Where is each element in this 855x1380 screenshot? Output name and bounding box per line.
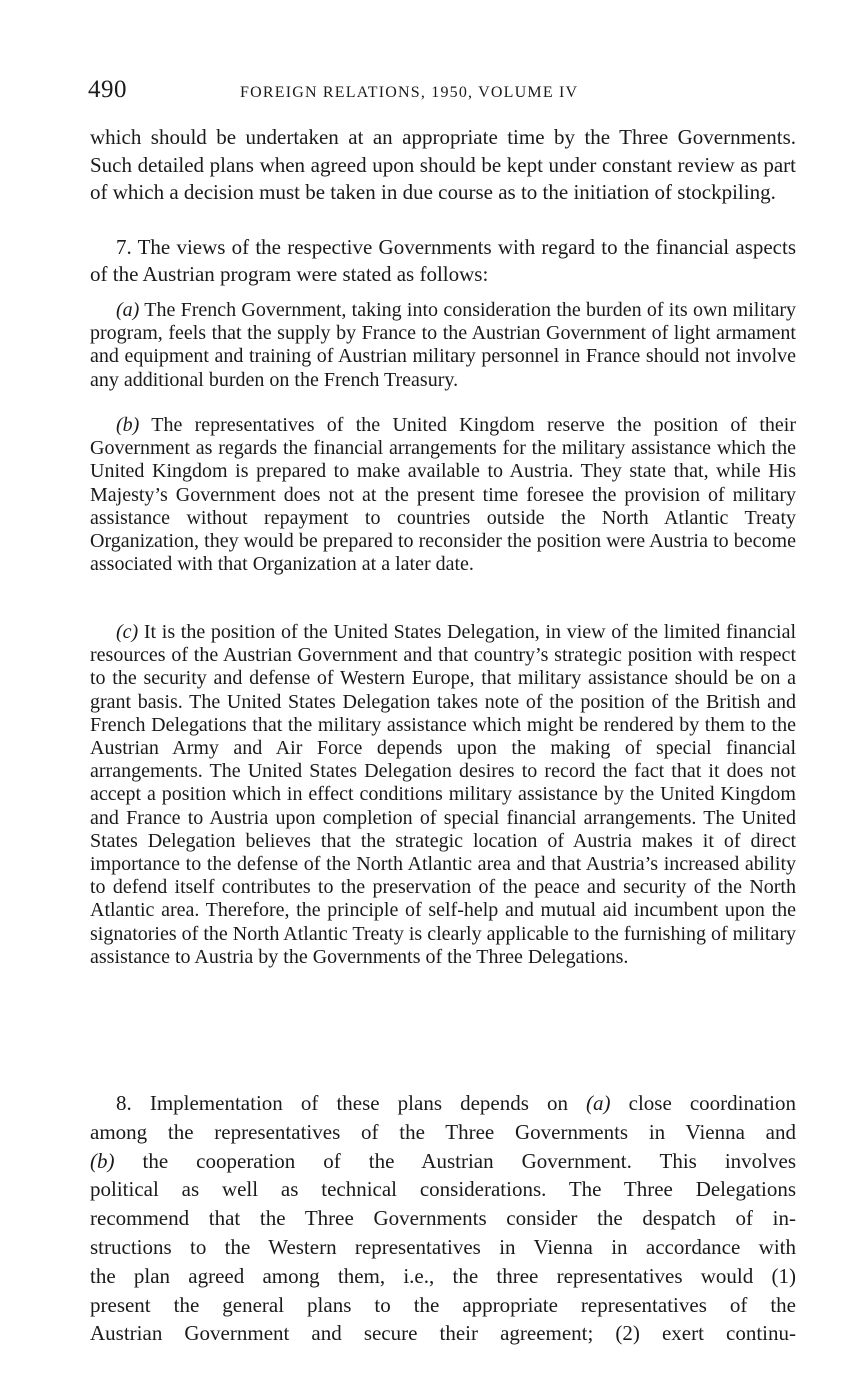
paragraph-8-line: present the general plans to the appropriate representatives of the	[90, 1292, 796, 1317]
continuation-paragraph: which should be undertaken at an appropriate time by the Three Governments. Such detailed plans when agreed upon should be kept under constant review as part of which a decision must be taken in due course as to the initiation of stockpiling.	[90, 125, 796, 204]
subparagraph-b-text: The representatives of the United Kingdom reserve the position of their Government as regards the financial arrangements for the military assistance which the United Kingdom is prepared to make available to Austria. They state that, while His Majesty’s Government does not at the present time foresee the provision of military assistance without repayment to countries outside the North Atlantic Treaty Organization, they would be prepared to reconsider the position were Austria to become associated with that Organization at a later date.	[90, 414, 796, 576]
paragraph-8-text: 8. Implementation of these plans depends on	[116, 1091, 587, 1115]
paragraph-7: 7. The views of the respective Governments with regard to the financial aspects of the Austrian program were stated as follows:	[90, 235, 796, 286]
paragraph-8-line: Austrian Government and secure their agreement; (2) exert continu-	[90, 1321, 796, 1346]
subparagraph-a-text: The French Government, taking into consideration the burden of its own military program, feels that the supply by France to the Austrian Government of light armament and equipment and training of Austrian military personnel in France should not involve any additional burden on the French Treasury.	[90, 299, 796, 391]
paragraph-8	[90, 1089, 796, 1348]
running-head: FOREIGN RELATIONS, 1950, VOLUME IV	[240, 84, 579, 101]
subparagraph-b-marker: (b)	[116, 414, 140, 436]
subparagraph-a-marker: (a)	[116, 299, 140, 321]
paragraph-8-line	[90, 1089, 796, 1118]
page-number: 490	[88, 76, 127, 103]
paragraph-8-text: the cooperation of the Austrian Government. This involves	[114, 1148, 796, 1173]
subparagraph-c	[90, 621, 796, 969]
subparagraph-c-text: It is the position of the United States Delegation, in view of the limited financial resources of the Austrian Government and that country’s strategic position with respect to the security and defense of Western Europe, that military assistance should be on a grant basis. The United States Delegation takes note of the position of the British and French Delegations that the military assistance which might be rendered by them to the Austrian Army and Air Force depends upon the making of special financial arrangements. The United States Delegation desires to record the fact that it does not accept a position which in effect conditions military assistance by the United Kingdom and France to Austria upon completion of special financial arrangements. The United States Delegation believes that the strategic location of Austria makes it of direct importance to the defense of the North Atlantic area and that Austria’s increased ability to defend itself contributes to the preservation of the peace and security of the North Atlantic area. Therefore, the principle of self-help and mutual aid incumbent upon the signatories of the North Atlantic Treaty is clearly applicable to the furnishing of military assistance to Austria by the Governments of the Three Delegations.	[90, 621, 796, 968]
paragraph-8-text: close coordination	[610, 1091, 796, 1115]
paragraph-8-line: the plan agreed among them, i.e., the three representatives would (1)	[90, 1263, 796, 1288]
paragraph-8-line	[90, 1147, 796, 1176]
paragraph-8-line: political as well as technical considerations. The Three Delegations	[90, 1177, 796, 1202]
subparagraph-b	[90, 414, 796, 576]
paragraph-8-line: recommend that the Three Governments consider the despatch of in-	[90, 1206, 796, 1231]
page-header	[88, 76, 798, 110]
paragraph-8-line: structions to the Western representatives in Vienna in accordance with	[90, 1234, 796, 1259]
paragraph-8-line: among the representatives of the Three Governments in Vienna and	[90, 1119, 796, 1144]
paragraph-8-marker-a: (a)	[586, 1091, 611, 1115]
subparagraph-a	[90, 299, 796, 392]
paragraph-8-marker-b: (b)	[90, 1148, 115, 1173]
subparagraph-c-marker: (c)	[116, 621, 139, 643]
